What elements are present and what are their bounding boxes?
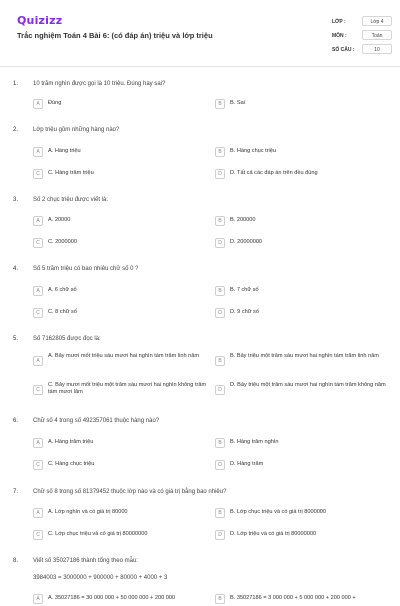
option-letter-box: A bbox=[33, 508, 43, 518]
option-text: B. Sai bbox=[230, 100, 245, 106]
option-letter-box: C bbox=[33, 169, 43, 179]
header-divider bbox=[0, 66, 400, 67]
question-text: 10 trăm nghìn được gọi là 10 triệu. Đúng hay sai? bbox=[33, 81, 166, 87]
option-letter-box: A bbox=[33, 286, 43, 296]
option-letter-box: B bbox=[215, 508, 225, 518]
question-text: Số 2 chục triệu được viết là: bbox=[33, 197, 108, 203]
option-letter-box: B bbox=[215, 438, 225, 448]
question-number: 8. bbox=[13, 558, 19, 564]
option-text: D. 9 chữ số bbox=[230, 309, 259, 315]
option-text: D. Lớp triệu và có giá trị 80000000 bbox=[230, 531, 317, 537]
option-letter-box: B bbox=[215, 594, 225, 604]
option-text: D. Bảy triệu một trăm sáu mươi hai nghìn tám trăm không năm bbox=[230, 382, 386, 388]
option-letter-box: C bbox=[33, 530, 43, 540]
question-number: 5. bbox=[13, 336, 19, 342]
question-text: Lớp triệu gồm những hàng nào? bbox=[33, 127, 120, 133]
option-letter-box: D bbox=[215, 238, 225, 248]
question-number: 1. bbox=[13, 81, 19, 87]
option-letter-box: C bbox=[33, 308, 43, 318]
option-text: D. Tất cả các đáp án trên đều đúng bbox=[230, 170, 318, 176]
option-text: A. 35027186 = 30 000 000 + 50 000 000 + 200 000 bbox=[48, 595, 176, 601]
option-text: B. 7 chữ số bbox=[230, 287, 259, 293]
option-letter-box: D bbox=[215, 460, 225, 470]
question-number: 3. bbox=[13, 197, 19, 203]
option-text: B. Hàng trăm nghìn bbox=[230, 439, 279, 445]
option-text: D. Hàng trăm bbox=[230, 461, 264, 467]
question-text: Số 5 trăm triệu có bao nhiêu chữ số 0 ? bbox=[33, 266, 139, 272]
option-text: B. 200000 bbox=[230, 217, 256, 223]
option-letter-box: B bbox=[215, 216, 225, 226]
option-text: C. Lớp chục triệu và có giá trị 80000000 bbox=[48, 531, 148, 537]
worksheet-header bbox=[0, 0, 400, 64]
page-title: Trắc nghiệm Toán 4 Bài 6: (có đáp án) triệu và lớp triệu bbox=[17, 31, 213, 40]
quizizz-logo: Quizizz bbox=[17, 14, 63, 27]
option-text: A. Lớp nghìn và có giá trị 80000 bbox=[48, 509, 128, 515]
option-text: C. Hàng chục triệu bbox=[48, 461, 95, 467]
option-letter-box: B bbox=[215, 286, 225, 296]
question-text: Viết số 35027186 thành tổng theo mẫu: bbox=[33, 558, 138, 564]
meta-count bbox=[332, 44, 392, 56]
option-letter-box: A bbox=[33, 356, 43, 366]
meta-grade-key: LỚP : bbox=[332, 19, 346, 25]
option-text: B. Hàng chục triệu bbox=[230, 148, 277, 154]
option-letter-box: A bbox=[33, 438, 43, 448]
option-letter-box: A bbox=[33, 147, 43, 157]
option-letter-box: B bbox=[215, 356, 225, 366]
option-text: B. Bảy triệu một trăm sáu mươi hai nghìn tám trăm linh năm bbox=[230, 353, 379, 359]
option-text: C. 2000000 bbox=[48, 239, 77, 245]
option-text: C. Bảy mươi mốt triệu một trăm sáu mươi hai nghìn không trăm tám mươi lăm bbox=[48, 382, 207, 395]
option-text: D. 20000000 bbox=[230, 239, 263, 245]
meta-subject-key: MÔN : bbox=[332, 33, 347, 39]
option-text: A. 6 chữ số bbox=[48, 287, 77, 293]
question-text: Chữ số 4 trong số 492357061 thuộc hàng nào? bbox=[33, 418, 160, 424]
question-number: 4. bbox=[13, 266, 19, 272]
option-letter-box: A bbox=[33, 99, 43, 109]
option-letter-box: A bbox=[33, 216, 43, 226]
option-letter-box: D bbox=[215, 308, 225, 318]
option-text: A. Hàng triệu bbox=[48, 148, 81, 154]
option-letter-box: B bbox=[215, 99, 225, 109]
option-letter-box: A bbox=[33, 594, 43, 604]
option-text: C. 8 chữ số bbox=[48, 309, 77, 315]
meta-count-value: 10 bbox=[362, 44, 392, 54]
option-text: A. Bảy mươi mốt triệu sáu mươi hai nghìn tám trăm linh năm bbox=[48, 353, 199, 359]
option-letter-box: B bbox=[215, 147, 225, 157]
option-letter-box: C bbox=[33, 238, 43, 248]
option-letter-box: D bbox=[215, 530, 225, 540]
option-text: B. Lớp chục triệu và có giá trị 8000000 bbox=[230, 509, 327, 515]
option-text: A. 20000 bbox=[48, 217, 71, 223]
meta-subject-value: Toán bbox=[362, 30, 392, 40]
option-text: B. 35027186 = 3 000 000 + 5 000 000 + 200 000 + bbox=[230, 595, 356, 601]
question-number: 2. bbox=[13, 127, 19, 133]
option-text: Đúng bbox=[48, 100, 62, 106]
meta-grade-value: Lớp 4 bbox=[362, 16, 392, 26]
question-number: 6. bbox=[13, 418, 19, 424]
question-text: Số 7162805 được đọc là: bbox=[33, 336, 101, 342]
option-letter-box: D bbox=[215, 385, 225, 395]
option-text: C. Hàng trăm triệu bbox=[48, 170, 94, 176]
question-example: 3984003 = 3000000 + 900000 + 80000 + 4000 + 3 bbox=[33, 575, 168, 581]
meta-count-key: SỐ CÂU : bbox=[332, 47, 355, 53]
option-letter-box: C bbox=[33, 460, 43, 470]
meta-grade bbox=[332, 16, 392, 28]
question-text: Chữ số 8 trong số 81379452 thuộc lớp nào và có giá trị bằng bao nhiêu? bbox=[33, 489, 227, 495]
option-letter-box: D bbox=[215, 169, 225, 179]
option-text: A. Hàng trăm triệu bbox=[48, 439, 94, 445]
option-letter-box: C bbox=[33, 385, 43, 395]
question-number: 7. bbox=[13, 489, 19, 495]
meta-subject bbox=[332, 30, 392, 42]
